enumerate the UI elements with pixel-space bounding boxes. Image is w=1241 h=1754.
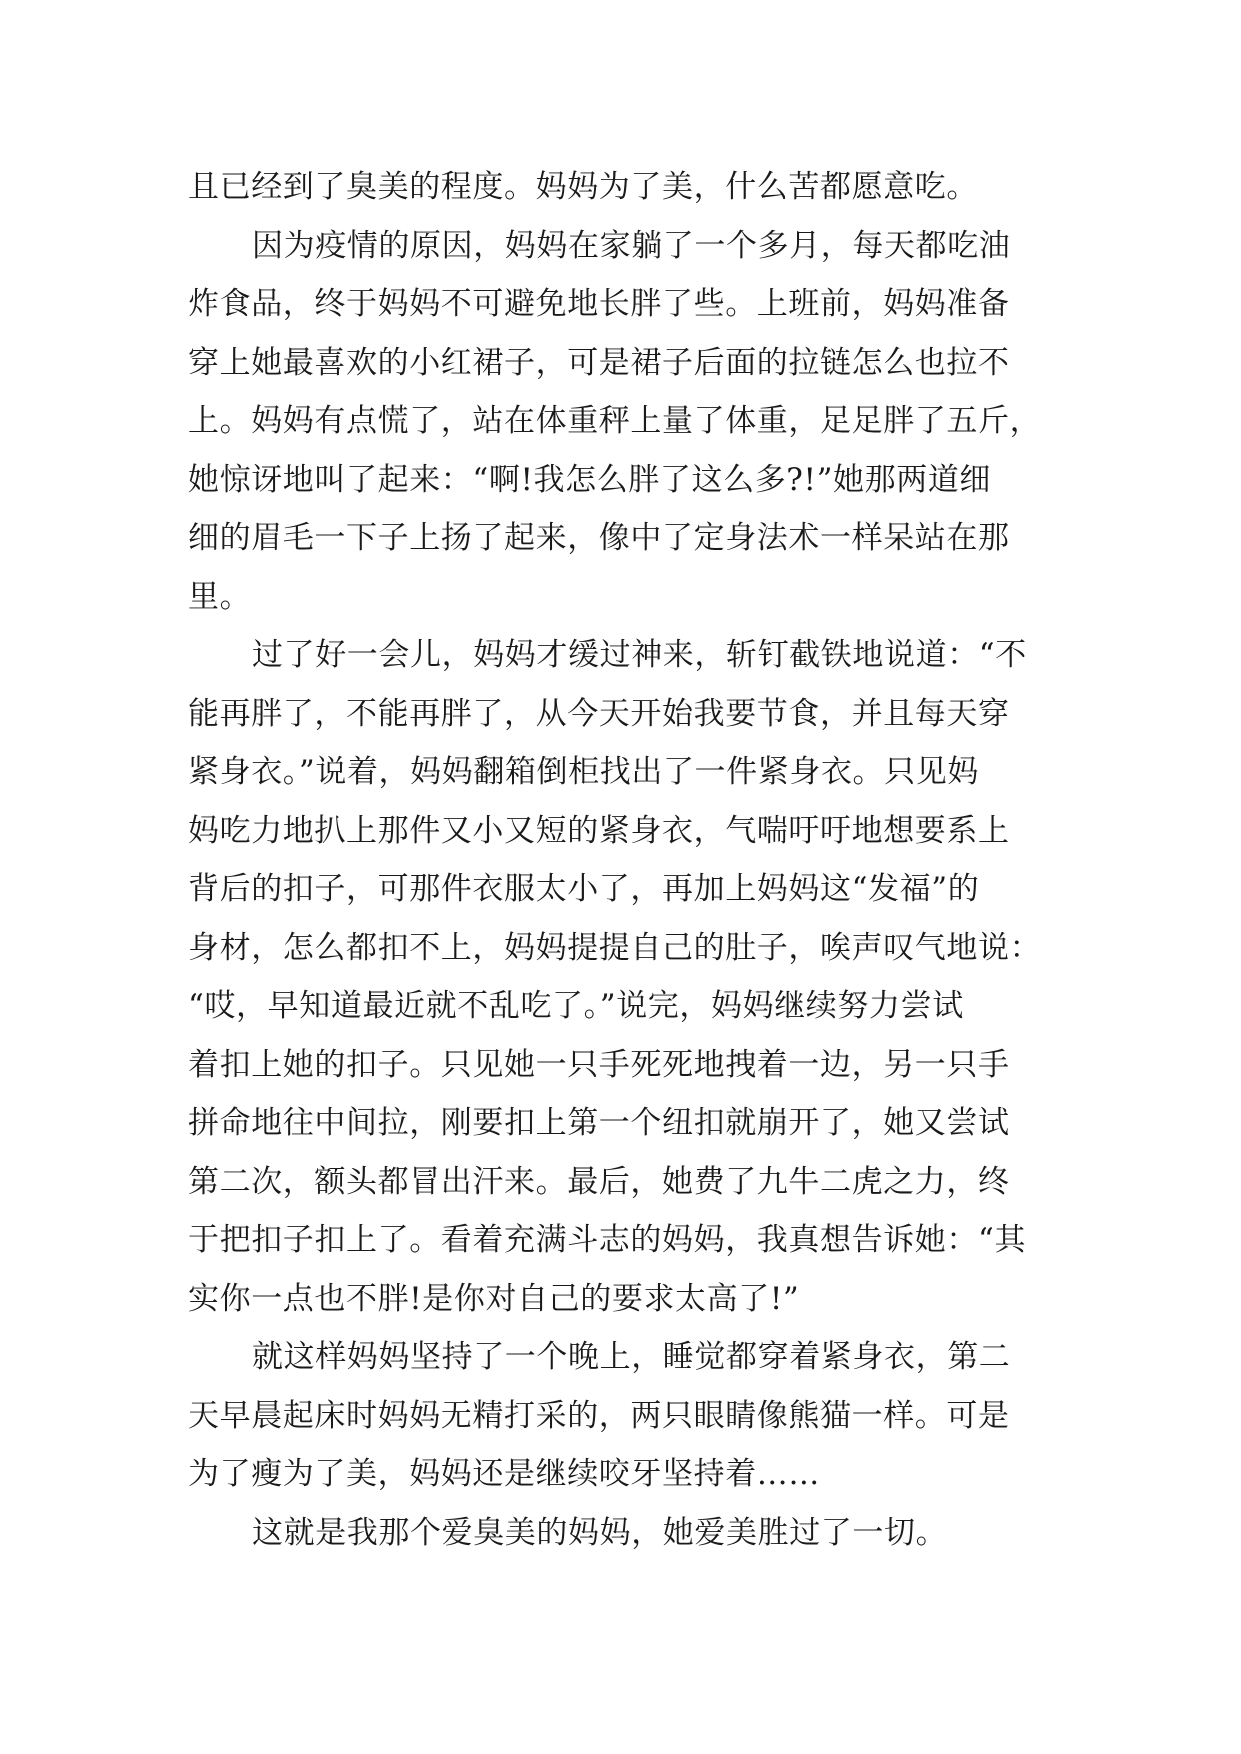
paragraph-4 (188, 1328, 1068, 1504)
text-line: 炸食品，终于妈妈不可避免地长胖了些。上班前，妈妈准备 (188, 286, 1010, 322)
text-line: “哎，早知道最近就不乱吃了。”说完，妈妈继续努力尝试 (188, 988, 964, 1024)
text-line: 于把扣子扣上了。看着充满斗志的妈妈，我真想告诉她：“其 (188, 1222, 1027, 1258)
text-line: 细的眉毛一下子上扬了起来，像中了定身法术一样呆站在那 (188, 520, 1010, 556)
text-line: 就这样妈妈坚持了一个晚上，睡觉都穿着紧身衣，第二 (252, 1339, 1011, 1375)
text-line: 紧身衣。”说着，妈妈翻箱倒柜找出了一件紧身衣。只见妈 (188, 754, 979, 790)
text-line: 里。 (188, 578, 252, 615)
essay-text (188, 158, 1068, 1562)
text-line: 她惊讶地叫了起来：“啊!我怎么胖了这么多?!”她那两道细 (188, 461, 992, 498)
text-line: 实你一点也不胖!是你对自己的要求太高了!” (188, 1280, 800, 1317)
text-line: 天早晨起床时妈妈无精打采的，两只眼睛像熊猫一样。可是 (188, 1397, 1010, 1434)
text-line: 着扣上她的扣子。只见她一只手死死地拽着一边，另一只手 (188, 1046, 1010, 1083)
text-line: 且已经到了臭美的程度。妈妈为了美，什么苦都愿意吃。 (188, 169, 978, 205)
paragraph-2 (188, 217, 1068, 627)
text-line: 拼命地往中间拉，刚要扣上第一个纽扣就崩开了，她又尝试 (188, 1105, 1010, 1141)
paragraph-1 (188, 158, 1068, 217)
text-line: 这就是我那个爱臭美的妈妈，她爱美胜过了一切。 (252, 1514, 948, 1551)
text-line: 能再胖了，不能再胖了，从今天开始我要节食，并且每天穿 (188, 695, 1010, 732)
text-line: 过了好一会儿，妈妈才缓过神来，斩钉截铁地说道：“不 (252, 637, 1027, 673)
paragraph-3 (188, 626, 1068, 1328)
text-line: 因为疫情的原因，妈妈在家躺了一个多月，每天都吃油 (252, 227, 1011, 264)
text-line: 妈吃力地扒上那件又小又短的紧身衣，气喘吁吁地想要系上 (188, 812, 1010, 849)
text-line: 上。妈妈有点慌了，站在体重秤上量了体重，足足胖了五斤， (188, 403, 1042, 439)
text-line: 为了瘦为了美，妈妈还是继续咬牙坚持着…… (188, 1456, 820, 1492)
text-line: 第二次，额头都冒出汗来。最后，她费了九牛二虎之力，终 (188, 1163, 1010, 1200)
text-line: 穿上她最喜欢的小红裙子，可是裙子后面的拉链怎么也拉不 (188, 344, 1010, 381)
text-line: 背后的扣子，可那件衣服太小了，再加上妈妈这“发福”的 (188, 871, 980, 907)
text-line: 身材，怎么都扣不上，妈妈提提自己的肚子，唉声叹气地说： (188, 929, 1042, 966)
paragraph-5 (188, 1504, 1068, 1563)
